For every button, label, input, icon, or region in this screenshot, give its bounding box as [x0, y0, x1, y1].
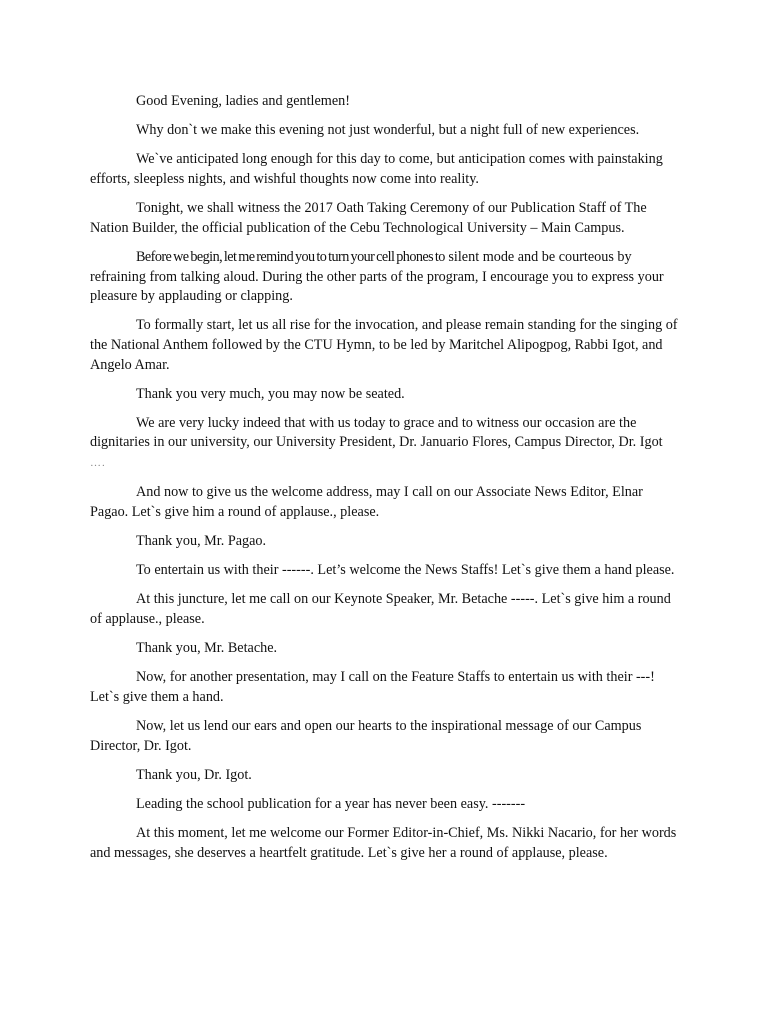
paragraph-greeting: Good Evening, ladies and gentlemen! [136, 93, 350, 109]
paragraph-keynote: At this juncture, let me call on our Keynote Speaker, Mr. Betache -----. Let`s give him a round of applause., please. [90, 591, 671, 627]
paragraph-welcome-address: And now to give us the welcome address, may I call on our Associate News Editor, Elnar Pagao. Let`s give him a round of applause., please. [90, 484, 643, 520]
dignitaries-ellipsis: …. [90, 457, 106, 470]
reminder-rest-text: silent mode and be courteous by refraining from talking aloud. During the other parts of the program, I encourage you to express your pleasure by applauding or clapping. [90, 248, 664, 305]
paragraph-thanks-igot: Thank you, Dr. Igot. [136, 766, 252, 783]
paragraph-opening-question: Why don`t we make this evening not just wonderful, but a night full of new experiences. [136, 122, 640, 139]
paragraph-leading-publication: Leading the school publication for a year has never been easy. ------- [136, 796, 526, 813]
paragraph-inspirational-message: Now, let us lend our ears and open our hearts to the inspirational message of our Campus Director, Dr. Igot. [90, 718, 642, 754]
paragraph-feature-staffs: Now, for another presentation, may I call on the Feature Staffs to entertain us with their ---! Let`s give them a hand. [90, 669, 655, 705]
document-page [90, 92, 680, 873]
dignitaries-text: We are very lucky indeed that with us today to grace and to witness our occasion are the dignitaries in our university, our University President, Dr. Januario Flores, Campus Director, Dr. Igot [90, 414, 663, 451]
paragraph-ceremony-intro: Tonight, we shall witness the 2017 Oath Taking Ceremony of our Publication Staff of The Nation Builder, the official publication of the Cebu Technological University – Main Campus. [90, 200, 647, 236]
paragraph-former-editor: At this moment, let me welcome our Former Editor-in-Chief, Ms. Nikki Nacario, for her words and messages, she deserves a heartfelt gratitude. Let`s give her a round of applause, please. [90, 825, 677, 861]
paragraph-be-seated: Thank you very much, you may now be seated. [136, 385, 405, 402]
paragraph-thanks-pagao: Thank you, Mr. Pagao. [136, 533, 267, 550]
reminder-lead-text: Before we begin, let me remind you to turn your cell phones to [136, 248, 445, 265]
paragraph-thanks-betache: Thank you, Mr. Betache. [136, 640, 278, 657]
paragraph-dignitaries [90, 414, 680, 474]
paragraph-news-staffs: To entertain us with their ------. Let’s welcome the News Staffs! Let`s give them a hand please. [136, 562, 675, 579]
paragraph-reminder [90, 248, 680, 307]
paragraph-anticipation: We`ve anticipated long enough for this day to come, but anticipation comes with painstaking efforts, sleepless nights, and wishful thoughts now come into reality. [90, 151, 663, 187]
paragraph-invocation: To formally start, let us all rise for the invocation, and please remain standing for the singing of the National Anthem followed by the CTU Hymn, to be led by Maritchel Alipogpog, Rabbi Igot, and Angelo Amar. [90, 317, 678, 373]
